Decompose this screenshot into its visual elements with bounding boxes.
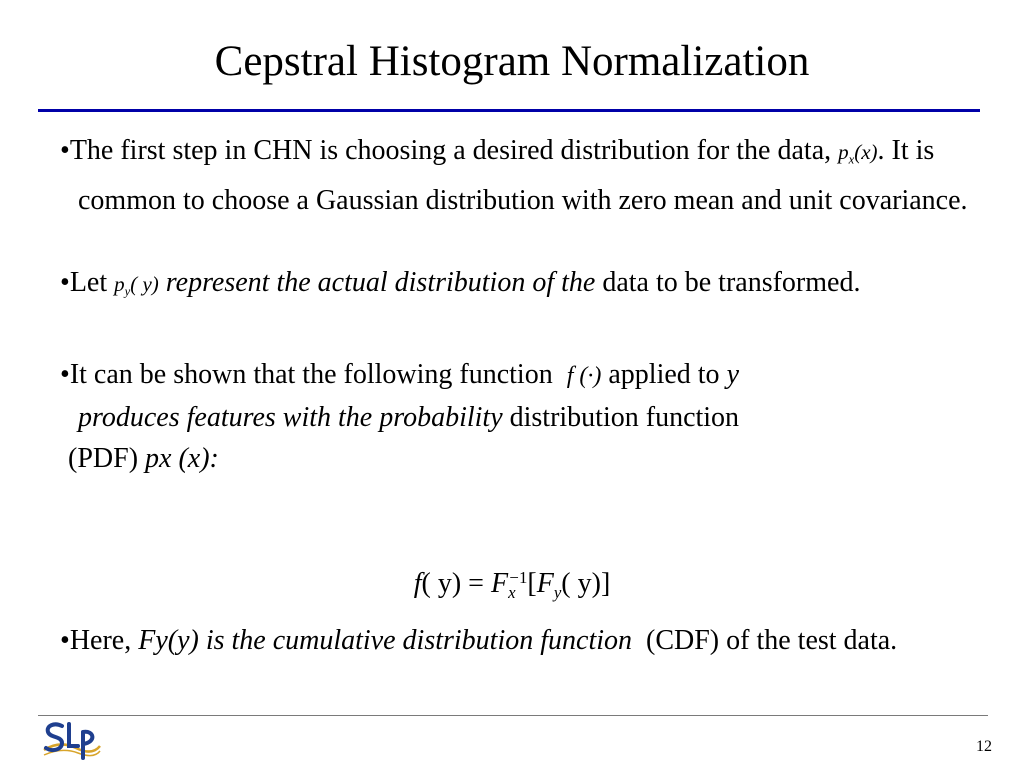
bullet-marker: • — [60, 625, 70, 656]
footer-divider — [38, 715, 988, 716]
title-divider — [38, 109, 980, 112]
slide-title: Cepstral Histogram Normalization — [214, 38, 810, 85]
bullet-text: Here, — [69, 625, 132, 656]
bullet-text-italic: px (x): — [145, 442, 219, 474]
pdf-line — [60, 438, 980, 479]
bullet-text: applied to — [608, 358, 720, 390]
bullet-marker: • — [60, 135, 70, 166]
bullet-text: distribution function — [509, 401, 740, 433]
bullet-text-italic: represent the actual distribution of the — [165, 267, 596, 299]
bullet-text: data to be transformed. — [602, 267, 861, 299]
bullet-actual-distribution — [60, 262, 980, 312]
bullet-text-italic: Fy(y) is the cumulative distribution function — [138, 625, 633, 656]
var-y: y — [726, 358, 739, 390]
bullet-text: . It is common to choose a Gaussian distribution with zero mean and unit covariance. — [78, 135, 968, 217]
chn-equation: f( $y) = F_x^{-1}[F_y$( y)] — [413, 568, 611, 603]
bullet-cdf — [60, 620, 980, 661]
bullet-transform-function — [60, 354, 980, 438]
bullet-text: It can be shown that the following function — [69, 358, 553, 390]
bullet-marker: • — [60, 358, 70, 390]
math-py-y: $p_y$( y) — [114, 272, 159, 299]
slp-logo-icon — [42, 720, 102, 762]
bullet-text: (CDF) of the test data. — [646, 625, 898, 656]
bullet-marker: • — [60, 267, 70, 299]
math-px-x: $p_x(x)$ — [838, 140, 878, 167]
page-number: 12 — [976, 738, 992, 755]
bullet-text: Let — [69, 267, 108, 299]
bullet-text: (PDF) — [68, 442, 139, 474]
bullet-text-italic: produces features with the probability — [78, 401, 503, 433]
slide-body — [60, 130, 980, 479]
slide-body-last — [60, 620, 980, 661]
math-f-dot: f (·) — [566, 362, 602, 389]
bullet-text: The first step in CHN is choosing a desired distribution for the data, — [69, 135, 832, 166]
bullet-desired-distribution — [60, 130, 980, 221]
